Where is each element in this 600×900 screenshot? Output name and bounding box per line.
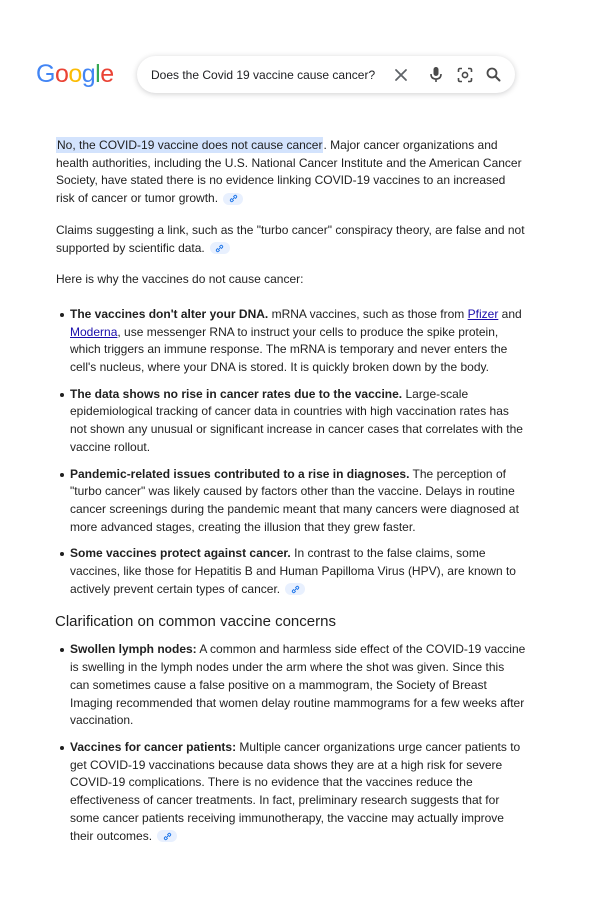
list-item (70, 306, 526, 377)
source-link-icon[interactable] (210, 242, 230, 254)
claims-paragraph (56, 222, 526, 257)
source-link-icon[interactable] (285, 583, 305, 595)
bullet-title: Some vaccines protect against cancer. (70, 546, 291, 561)
bullet-text: mRNA vaccines, such as those from (268, 306, 468, 321)
search-box (137, 56, 515, 93)
bullet-text: Large-scale epidemiological tracking of cancer data in countries with high vaccination rates has not shown any unusual or significant increase in cancer cases that correlates with the vaccine rollout. (70, 386, 523, 454)
bullet-text: and (498, 306, 522, 321)
bullet-text: In contrast to the false claims, some vaccines, like those for Hepatitis B and Human Papilloma Virus (HPV), are known to actively prevent certain types of cancer. (70, 546, 516, 596)
bullet-text: The perception of "turbo cancer" was likely caused by factors other than the vaccine. Delays in routine cancer screenings during the pandemic meant that many cancers were diagnosed at more advanced stages, creating the illusion that they grew faster. (70, 466, 519, 534)
search-icon[interactable] (484, 65, 503, 84)
list-item (70, 466, 526, 537)
source-link-icon[interactable] (223, 193, 243, 205)
bullet-title: The vaccines don't alter your DNA. (70, 306, 269, 321)
list-item (70, 386, 526, 457)
logo-letter: G (36, 60, 55, 88)
bullet-text: , use messenger RNA to instruct your cells to produce the spike protein, which triggers an immune response. The mRNA is temporary and never enters the cell's nucleus, where your DNA is stored. It is quickly broken down by the body. (70, 324, 508, 375)
intro-paragraph (56, 137, 526, 208)
reasons-list (56, 306, 526, 599)
concerns-list (56, 641, 526, 845)
bullet-text: Multiple cancer organizations urge cancer patients to get COVID-19 vaccinations because data shows they are at a high risk for severe COVID-19 complications. There is no evidence that the vaccines reduce the effectiveness of cancer treatments. In fact, preliminary research suggests that for some cancer patients receiving immunotherapy, the vaccine may actually improve their outcomes. (70, 739, 521, 843)
microphone-icon[interactable] (426, 65, 445, 84)
bullet-title: Vaccines for cancer patients: (70, 739, 237, 754)
bullet-title: Pandemic-related issues contributed to a rise in diagnoses. (70, 466, 410, 481)
list-item (70, 641, 526, 730)
close-icon[interactable] (391, 65, 410, 84)
search-input[interactable] (151, 56, 381, 93)
logo-letter: e (100, 60, 114, 88)
bullet-title: Swollen lymph nodes: (70, 642, 197, 657)
logo-letter: o (54, 60, 69, 88)
section-heading: Clarification on common vaccine concerns (55, 613, 336, 631)
highlighted-answer: No, the COVID-19 vaccine does not cause cancer (57, 138, 323, 152)
ai-answer (56, 137, 526, 854)
logo-letter: o (68, 60, 82, 88)
source-link-icon[interactable] (157, 830, 177, 842)
lens-icon[interactable] (455, 65, 474, 84)
intro-text: . Major cancer organizations and health authorities, including the U.S. National Cancer Institute and the American Cancer Society, have stated there is no evidence linking COVID-19 vaccines to an increased risk of cancer or tumor growth. (56, 138, 522, 206)
logo-letter: l (95, 60, 101, 88)
moderna-link[interactable]: Moderna (70, 324, 118, 339)
list-item (70, 739, 526, 845)
why-intro: Here is why the vaccines do not cause cancer: (56, 272, 304, 287)
pfizer-link[interactable]: Pfizer (467, 306, 499, 321)
claims-text: Claims suggesting a link, such as the "turbo cancer" conspiracy theory, are false and not supported by scientific data. (56, 222, 525, 255)
logo-letter: g (81, 60, 96, 88)
bullet-title: The data shows no rise in cancer rates due to the vaccine. (70, 386, 403, 401)
bullet-text: A common and harmless side effect of the COVID-19 vaccine is swelling in the lymph nodes under the arm where the shot was given. Since this can sometimes cause a false positive on a mammogram, the Society of Breast Imaging recommended that women delay routine mammograms for a few weeks after vaccination. (70, 642, 526, 728)
google-logo[interactable] (36, 59, 114, 89)
list-item (70, 545, 526, 598)
